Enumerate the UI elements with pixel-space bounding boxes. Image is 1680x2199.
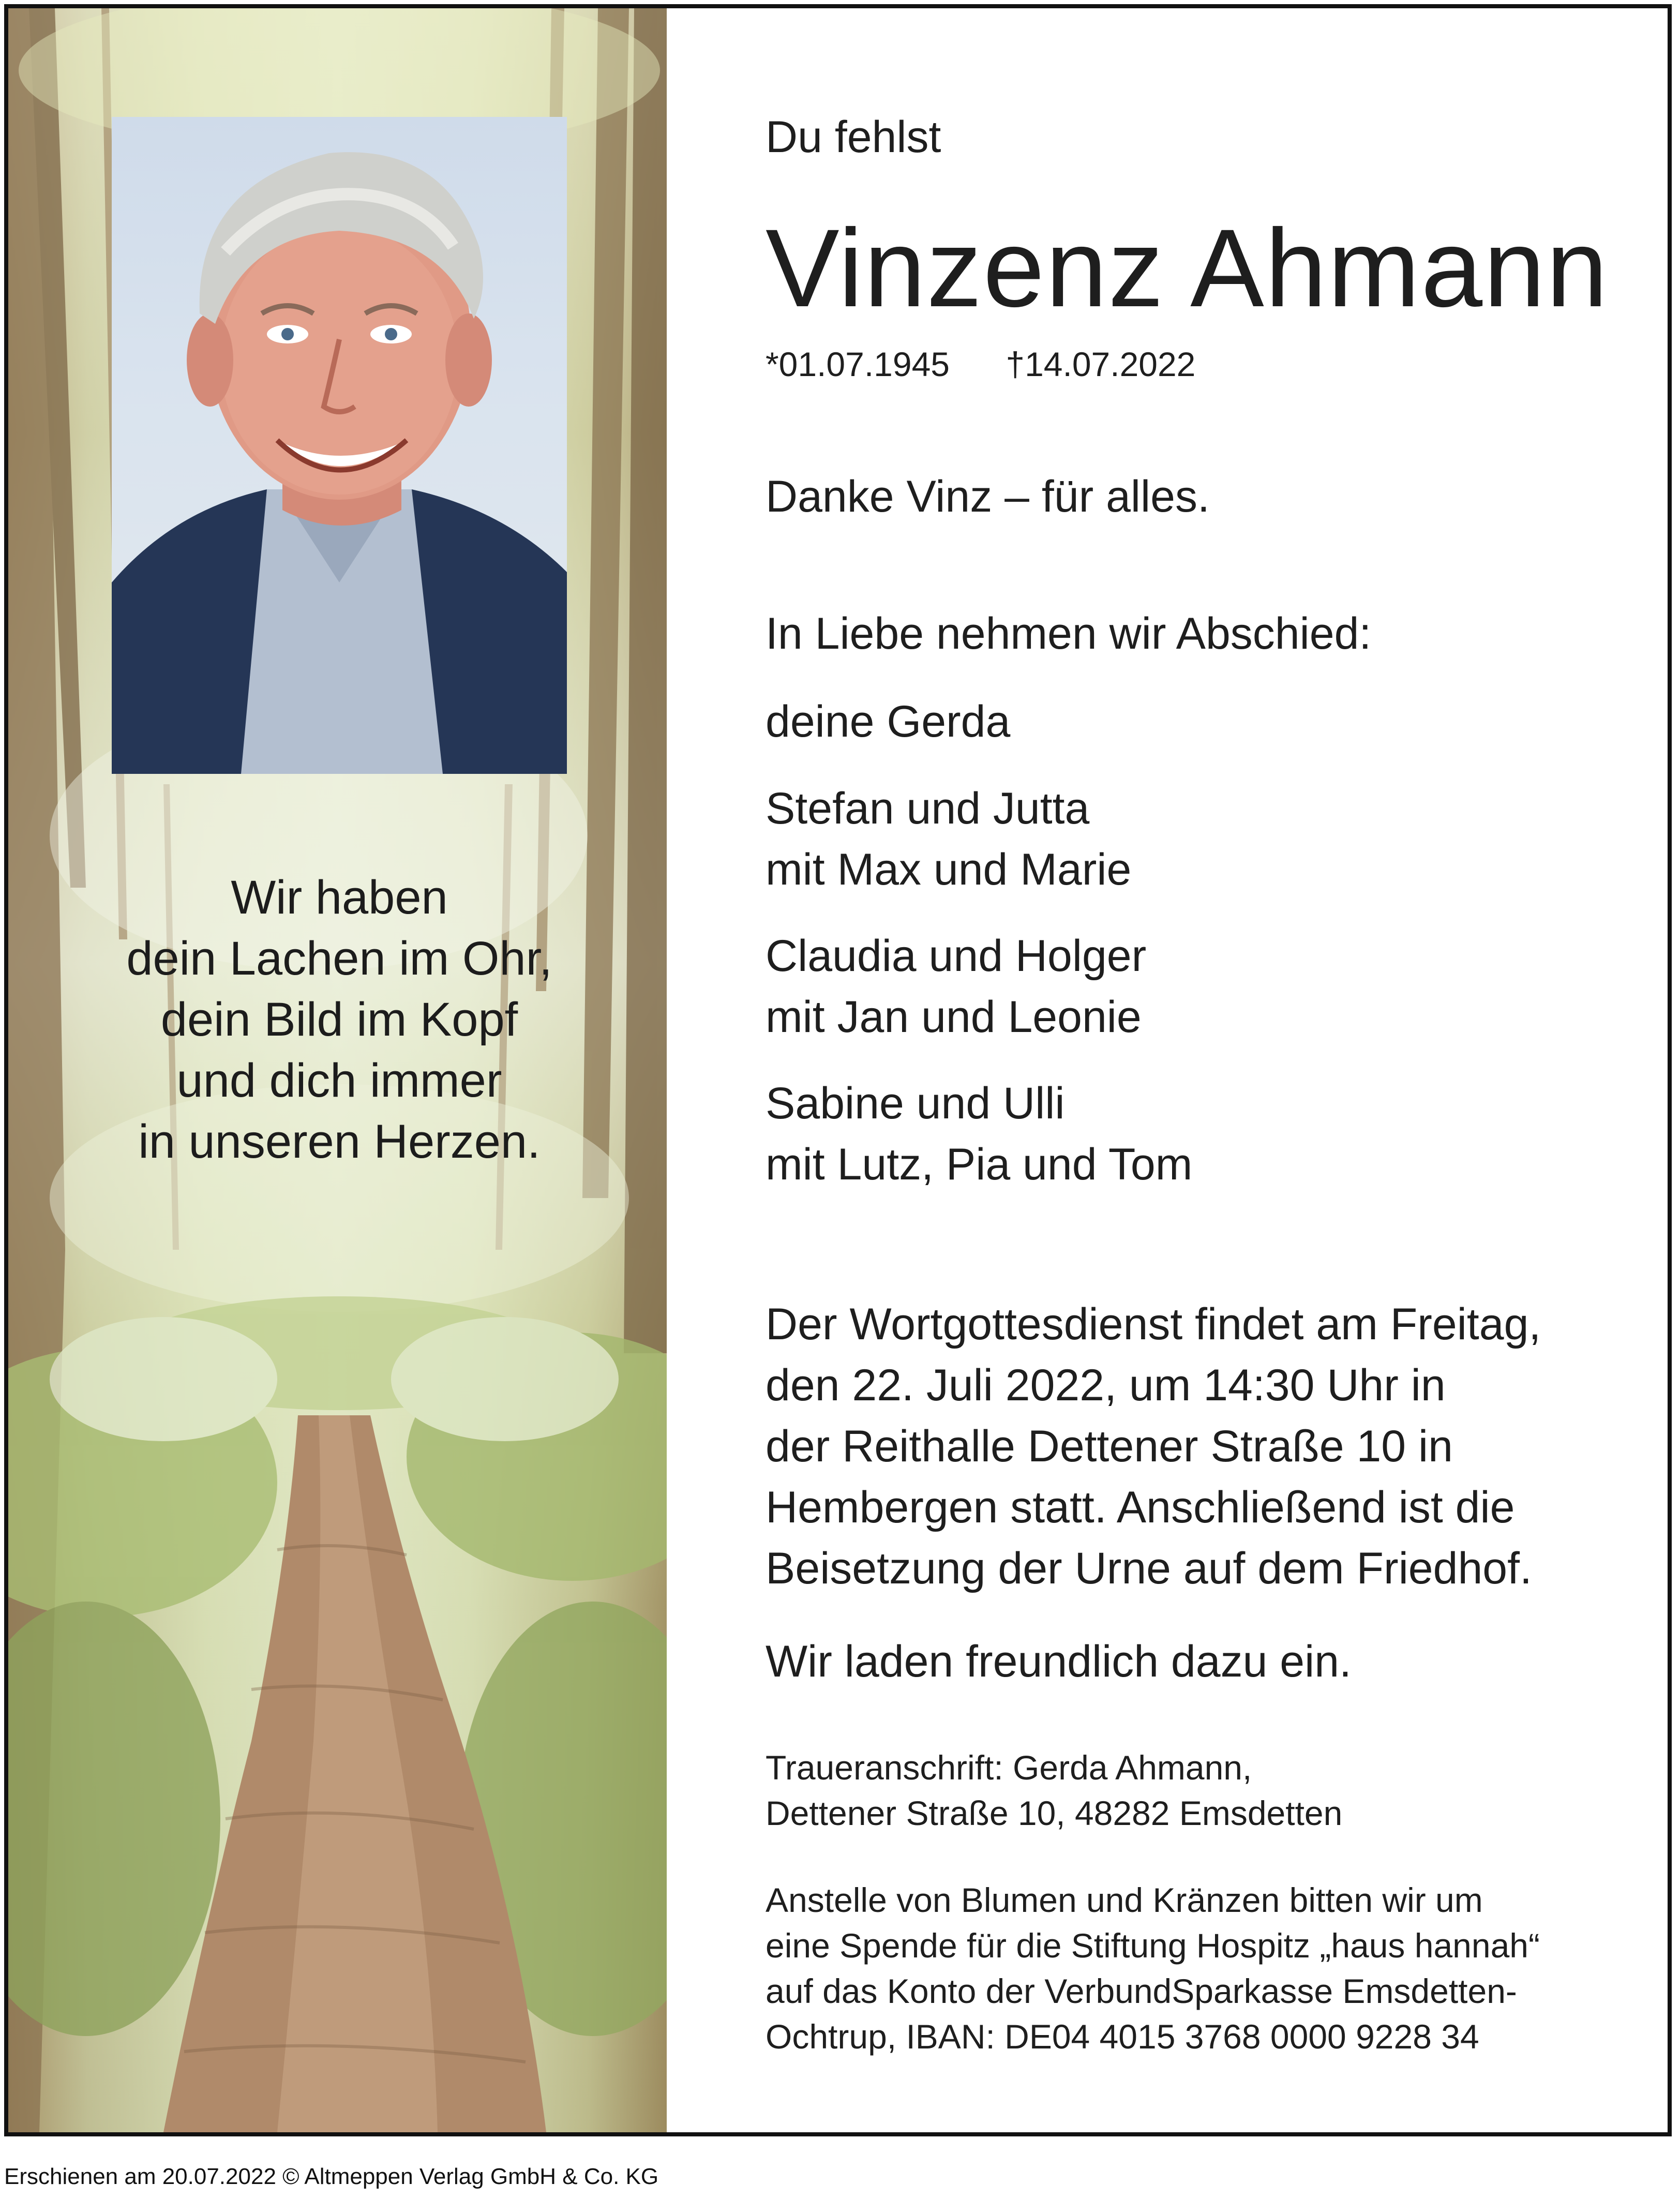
quote-line: dein Bild im Kopf <box>160 993 518 1046</box>
quote-line: in unseren Herzen. <box>138 1115 541 1168</box>
mourning-address <box>766 1745 1342 1836</box>
donation-line: auf das Konto der VerbundSparkasse Emsdetten- <box>766 1972 1517 2010</box>
service-line: den 22. Juli 2022, um 14:30 Uhr in <box>766 1360 1446 1410</box>
quote-line: und dich immer <box>176 1054 502 1107</box>
death-date: †14.07.2022 <box>1006 345 1196 383</box>
mourner-line: Sabine und Ulli <box>766 1079 1065 1128</box>
publication-footer: Erschienen am 20.07.2022 © Altmeppen Verlag GmbH & Co. KG <box>4 2164 659 2189</box>
service-details <box>766 1294 1541 1599</box>
quote-line: dein Lachen im Ohr, <box>126 932 552 985</box>
mourner-group <box>766 1073 1192 1195</box>
service-line: der Reithalle Dettener Straße 10 in <box>766 1422 1453 1471</box>
donation-line: Anstelle von Blumen und Kränzen bitten wir um <box>766 1881 1483 1919</box>
quote-line: Wir haben <box>231 871 448 924</box>
mourner-line: Claudia und Holger <box>766 931 1147 981</box>
service-line: Hembergen statt. Anschließend ist die <box>766 1483 1515 1532</box>
birth-date: *01.07.1945 <box>766 345 950 383</box>
farewell-heading: In Liebe nehmen wir Abschied: <box>766 609 1372 659</box>
forest-path-photo <box>8 8 667 2132</box>
address-line: Traueranschrift: Gerda Ahmann, <box>766 1748 1252 1787</box>
portrait-photo <box>112 117 567 774</box>
portrait-illustration <box>112 117 567 774</box>
mourner-group <box>766 925 1146 1048</box>
mourner-line: mit Max und Marie <box>766 845 1132 894</box>
obituary-frame <box>4 4 1672 2136</box>
invitation-text: Wir laden freundlich dazu ein. <box>766 1637 1352 1686</box>
life-dates <box>766 345 1195 384</box>
donation-line: eine Spende für die Stiftung Hospitz „haus hannah“ <box>766 1926 1540 1965</box>
deceased-name: Vinzenz Ahmann <box>766 206 1609 330</box>
intro-text: Du fehlst <box>766 112 941 162</box>
service-line: Der Wortgottesdienst findet am Freitag, <box>766 1299 1541 1349</box>
donation-request <box>766 1877 1540 2059</box>
mourner-line: deine Gerda <box>766 697 1011 746</box>
mourner-line: Stefan und Jutta <box>766 784 1090 833</box>
donation-line: Ochtrup, IBAN: DE04 4015 3768 0000 9228 34 <box>766 2017 1479 2056</box>
service-line: Beisetzung der Urne auf dem Friedhof. <box>766 1544 1532 1593</box>
mourner-group <box>766 691 1010 752</box>
mourner-line: mit Lutz, Pia und Tom <box>766 1140 1193 1189</box>
thanks-text: Danke Vinz – für alles. <box>766 472 1210 521</box>
address-line: Dettener Straße 10, 48282 Emsdetten <box>766 1794 1343 1832</box>
memorial-quote <box>70 867 608 1172</box>
mourner-line: mit Jan und Leonie <box>766 992 1142 1042</box>
mourner-group <box>766 778 1131 900</box>
